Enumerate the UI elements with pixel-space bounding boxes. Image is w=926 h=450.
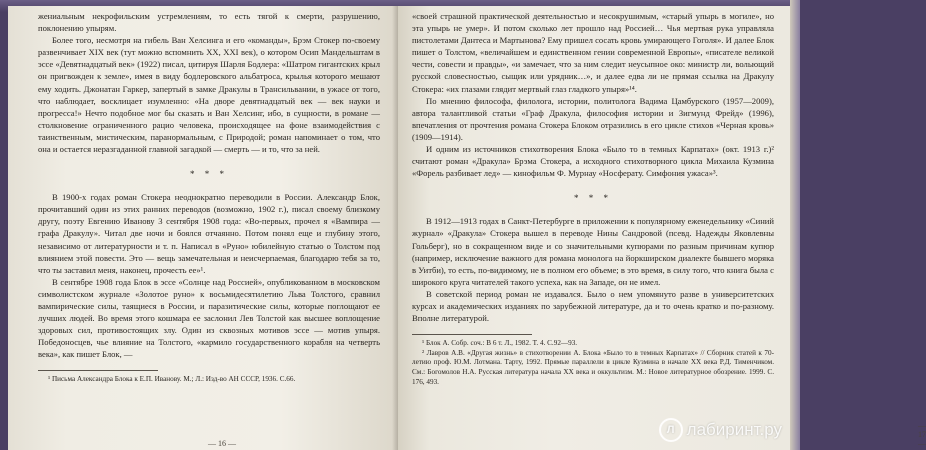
section-divider: * * * bbox=[574, 193, 612, 204]
right-paragraph-4: В 1912—1913 годах в Санкт-Петербурге в приложении к популярному еженедельнику «Синий журнал» «Дракула» Стокера вышел в переводе Нины Сандровой (псевд. Надежды Яковлевны Гольберг), но в сокращенном виде и со значительными купюрами по разным причинам купюр (например, исключение важного для романа монолога на йоркширском диалекте бывшего моряка в Уитби), то есть, по-видимому, не в полном его объеме; в это время, в силу того, что книга была с широкого круга читателей такого успеха, как на Западе, он не имел. bbox=[412, 216, 774, 287]
left-paragraph-1: жениальным некрофильским устремлениям, то есть тягой к смерти, разрушению, поклонению упырям. bbox=[38, 11, 380, 34]
section-divider: * * * bbox=[190, 169, 228, 180]
labirint-watermark bbox=[659, 418, 782, 442]
page-number-right: — 17 — bbox=[918, 421, 926, 448]
right-paragraph-5: В советской период роман не издавался. Было о нем упомянуто разве в университетских курсах и академических изданиях по зарубежной литературе, да и то очень кратко и по-разному. Вполне литературой. bbox=[412, 288, 774, 324]
left-page bbox=[8, 6, 398, 450]
footnote-rule bbox=[38, 370, 158, 371]
labirint-logo-icon: Л bbox=[659, 418, 683, 442]
right-paragraph-1: «своей страшной практической деятельностью и несокрушимым, «старый упырь в могиле», но эта упырь не умер». И потом сколько лет прошло над Россией… Чья мертвая рука управляла пистолетами Дантеса и Мартынова? Ему пришел сосать кровь умирающего Гоголя». И далее Блок пишет о Толстом, «величайшем и единственном гении современной Европы», «писателе великой чести, совести и правды», «и замечает, что за ним следит неусыпное око: министр ли, вольющий русской словесностью, сыщик или урядник…», и далее едва ли не прямая ссылка на Дракулу Стокера: «их глазами глядит мертвый глаз гладкого упыря»¹⁴. bbox=[412, 11, 774, 94]
left-paragraph-3: В 1900-х годах роман Стокера неоднократно переводили в России. Александр Блок, прочитавший один из этих ранних переводов (возможно, 1902 г.), писал своему близкому другу, поэту Евгению Иванову 3 сентября 1908 года: «Во-первых, прочел я «Вампира — графа Дракулу». Читал две ночи и боялся отчаянно. Потом понял еще и глубину этого, независимо от литературности и т. п. Написал в «Руно» юбилейную статью о Толстом под влиянием этой повести. Это — вещь замечательная и неисчерпаемая, благодарю тебя за то, что ты заставил меня, наконец, прочесть ее»¹. bbox=[38, 192, 380, 275]
footnote-rule bbox=[412, 334, 532, 335]
book-cover-edge-right bbox=[790, 0, 800, 450]
watermark-text: лабиринт.ру bbox=[686, 420, 782, 439]
right-page bbox=[398, 6, 926, 450]
right-paragraph-3: И одним из источников стихотворения Блока «Было то в темных Карпатах» (окт. 1913 г.)² считают роман «Дракула» Брэма Стокера, а исходного стихотворного цикла Михаила Кузмина «Форель разбивает лед» — кинофильм Ф. Мурнау «Носферату. Симфония ужаса»³. bbox=[412, 144, 774, 179]
left-paragraph-4: В сентябре 1908 года Блок в эссе «Солнце над Россией», опубликованном в московском символистском журнале «Золотое руно» к восьмидесятилетию Льва Толстого, сравнил вампирические силы, таящиеся в России, и паразитические силы, которые поглощают ее лучших людей. Во время этого кошмара ее заслонил Лев Толстой как высшее воплощение здоровых сил, противостоящих злу. Один из сквозных мотивов эссе — мотив упыря. Победоносцев, чье влияние на Толстого, «кармило государственного корабля на четверть века», как пишет Блок, — bbox=[38, 276, 380, 360]
right-footnote-2: ² Лавров А.В. «Другая жизнь» в стихотворении А. Блока «Было то в темных Карпатах» // Сборник статей к 70-летию проф. Ю.М. Лотмана. Тарту, 1992. Прямые параллели в цикле Кузмина в начале XX века Р.Д. Тименчиком. См.: Богомолов Н.А. Русская литература начала XX века и оккультизм. М.: Новое литературное обозрение. 1999. С. 176, 493. bbox=[412, 348, 774, 386]
left-paragraph-2: Более того, несмотря на гибель Ван Хелсинга и его «команды», Брэм Стокер по-своему развенчивает XIX век (тут можно вспомнить ХХ, XXI век), о котором Осип Мандельштам в эссе «Девятнадцатый век» (1922) писал, цитируя Шарля Бодлера: «Шатром гигантских крыл он пригвожден к земле», имея в виду бодлеровского альбатроса, крылья которого мешают ему ходить. Джонатан Гаркер, запертый в замке Дракулы в Трансильвании, в ужасе от того, что наблюдает, восклицает изумленно: «На дворе девятнадцатый век — век науки и прогресса!» Нечто подобное мог бы сказать и Ван Хелсинг, ибо, в сущности, в романе — столкновение ограниченного рацио человека, происходящее на фоне взаимодействия с таинственным, мистическим, паранормальным, с Природой; роман напоминает о том, что она и остается неразгаданной главной загадкой — смерть — и то, что за ней. bbox=[38, 35, 380, 155]
right-footnote-1: ¹ Блок А. Собр. соч.: В 6 т. Л., 1982. Т. 4. С.92—93. bbox=[422, 339, 578, 348]
page-number-left: — 16 — bbox=[208, 439, 236, 448]
left-footnote: ¹ Письма Александра Блока к Е.П. Иванову. М.; Л.: Изд-во АН СССР, 1936. С.66. bbox=[48, 375, 296, 384]
right-paragraph-2: По мнению философа, филолога, истории, политолога Вадима Цамбурского (1957—2009), автора талантливой статьи «Граф Дракула, философия истории и Зигмунд Фрейд» (1996), впечатления от прочтения романа Стокера Блоком отразились в его цикле стихов «Черная кровь» (1909—1914). bbox=[412, 95, 774, 142]
